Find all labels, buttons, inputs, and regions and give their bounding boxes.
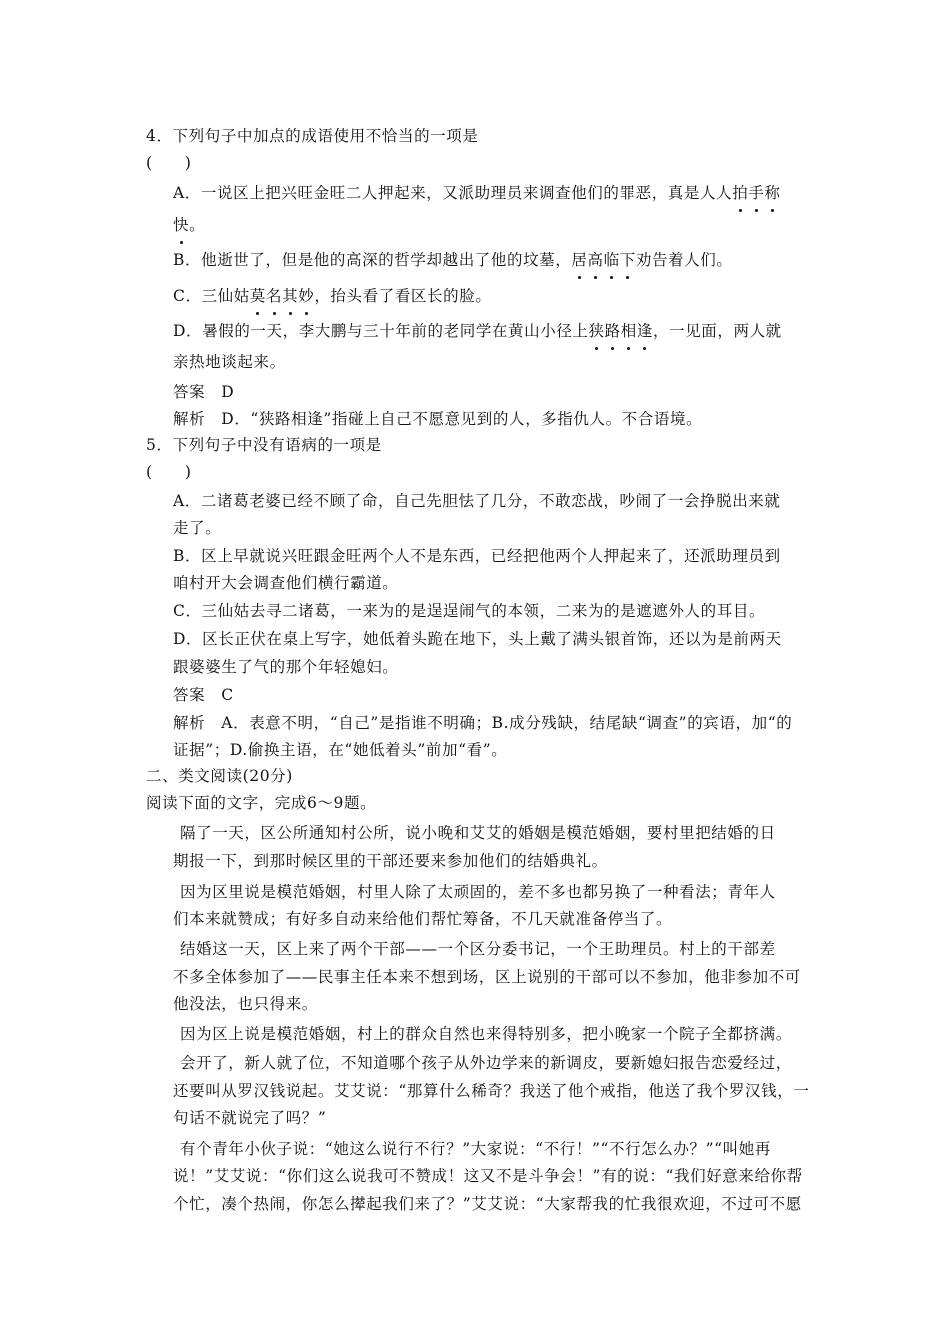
passage-line: 还要叫从罗汉钱说起。艾艾说：“那算什么稀奇？我送了他个戒指，他送了我个罗汉钱，一	[173, 1082, 810, 1100]
q4-option-c-text: C．三仙姑	[173, 287, 250, 305]
q4-option-d-text: D．暑假的一天，李大鹏与三十年前的老同学在黄山小径上	[173, 322, 589, 340]
emphasis-char: 居	[571, 248, 587, 270]
q5-title: 5．下列句子中没有语病的一项是	[146, 436, 382, 454]
passage-line: 个忙，凑个热闹，你怎么撵起我们来了？”艾艾说：“大家帮我的忙我很欢迎，不过可不愿	[173, 1195, 802, 1213]
q4-option-a-text: A．一说区上把兴旺金旺二人押起来，又派助理员来调查他们的罪恶，真是人人	[173, 184, 733, 202]
emphasis-char: 狭	[589, 319, 605, 341]
passage-line: 会开了，新人就了位，不知道哪个孩子从外边学来的新调皮，要新媳妇报告恋爱经过，	[180, 1054, 792, 1072]
q4-option-d	[173, 319, 782, 341]
q5-option-b-line2: 咱村开大会调查他们横行霸道。	[173, 574, 399, 592]
q4-option-c	[173, 284, 491, 306]
q4-bracket: ( )	[146, 154, 192, 172]
emphasis-char: 高	[588, 248, 604, 270]
passage-line: 有个青年小伙子说：“她这么说行不行？”大家说：“不行！”“不行怎么办？”“叫她再	[180, 1140, 771, 1158]
reading-instruction: 阅读下面的文字，完成6～9题。	[146, 794, 377, 812]
emphasis-char: 路	[605, 319, 621, 341]
q5-option-c: C．三仙姑去寻二诸葛，一来为的是逞逞闹气的本领，二来为的是遮遮外人的耳目。	[173, 602, 766, 620]
q4-option-c-end: ，抬头看了看区长的脸。	[314, 287, 492, 305]
emphasis-char: 称	[764, 181, 780, 203]
passage-line: 期报一下，到那时候区里的干部还要来参加他们的结婚典礼。	[173, 852, 608, 870]
q4-option-d-line2: 亲热地谈起来。	[173, 353, 286, 371]
emphasis-char: 其	[282, 284, 298, 306]
emphasis-char: 下	[620, 248, 636, 270]
passage-line: 因为区里说是模范婚姻，村里人除了太顽固的，差不多也都另换了一种看法；青年人	[180, 883, 776, 901]
q4-option-d-end: ，一见面，两人就	[652, 322, 782, 340]
passage-line: 他没法，也只得来。	[173, 995, 318, 1013]
q5-answer: 答案 C	[173, 686, 234, 704]
emphasis-char: 莫	[250, 284, 266, 306]
emphasis-char: 快	[173, 213, 189, 235]
passage-line: 句话不就说完了吗？”	[173, 1109, 327, 1127]
q4-option-a-line2	[173, 213, 205, 235]
passage-line: 结婚这一天，区上来了两个干部——一个区分委书记，一个王助理员。村上的干部差	[180, 940, 776, 958]
q5-option-d: D．区长正伏在桌上写字，她低着头跪在地下，头上戴了满头银首饰，还以为是前两天	[173, 630, 782, 648]
emphasis-char: 手	[748, 181, 764, 203]
emphasis-char: 临	[604, 248, 620, 270]
emphasis-char: 逢	[637, 319, 653, 341]
q4-answer: 答案 D	[173, 383, 235, 401]
passage-line: 们本来就赞成；有好多自动来给他们帮忙筹备，不几天就准备停当了。	[173, 910, 673, 928]
q5-option-d-line2: 跟婆婆生了气的那个年轻媳妇。	[173, 658, 399, 676]
passage-line: 说！”艾艾说：“你们这么说我可不赞成！这又不是斗争会！”有的说：“我们好意来给你帮	[173, 1167, 803, 1185]
q4-option-a-end: 。	[189, 216, 206, 234]
emphasis-char: 名	[266, 284, 282, 306]
q5-bracket: ( )	[146, 463, 192, 481]
q4-option-b	[173, 248, 732, 270]
q4-option-b-end: 劝告着人们。	[635, 251, 733, 269]
q4-option-a	[173, 181, 781, 203]
passage-line: 隔了一天，区公所通知村公所，说小晚和艾艾的婚姻是模范婚姻，要村里把结婚的日	[180, 824, 776, 842]
q4-title: 4．下列句子中加点的成语使用不恰当的一项是	[146, 127, 479, 145]
passage-line: 不多全体参加了——民事主任本来不想到场，区上说别的干部可以不参加，他非参加不可	[173, 968, 801, 986]
q4-analysis: 解析 D．“狭路相逢”指碰上自己不愿意见到的人，多指仇人。不合语境。	[173, 410, 703, 428]
emphasis-char: 拍	[732, 181, 748, 203]
q5-option-a-line2: 走了。	[173, 519, 222, 537]
q5-analysis: 解析 A．表意不明，“自己”是指谁不明确；B.成分残缺，结尾缺“调查”的宾语，加“的	[173, 714, 793, 732]
q5-analysis-line2: 证据”；D.偷换主语，在“她低着头”前加“看”。	[173, 741, 508, 759]
emphasis-char: 相	[621, 319, 637, 341]
emphasis-char: 妙	[298, 284, 314, 306]
section-heading: 二、类文阅读(20分)	[146, 767, 293, 785]
q4-option-b-text: B．他逝世了，但是他的高深的哲学却越出了他的坟墓，	[173, 251, 572, 269]
q5-option-a: A．二诸葛老婆已经不顾了命，自己先胆怯了几分，不敢恋战，吵闹了一会挣脱出来就	[173, 492, 781, 510]
q5-option-b: B．区上早就说兴旺跟金旺两个人不是东西，已经把他两个人押起来了，还派助理员到	[173, 547, 781, 565]
passage-line: 因为区上说是模范婚姻，村上的群众自然也来得特别多，把小晚家一个院子全都挤满。	[180, 1025, 792, 1043]
